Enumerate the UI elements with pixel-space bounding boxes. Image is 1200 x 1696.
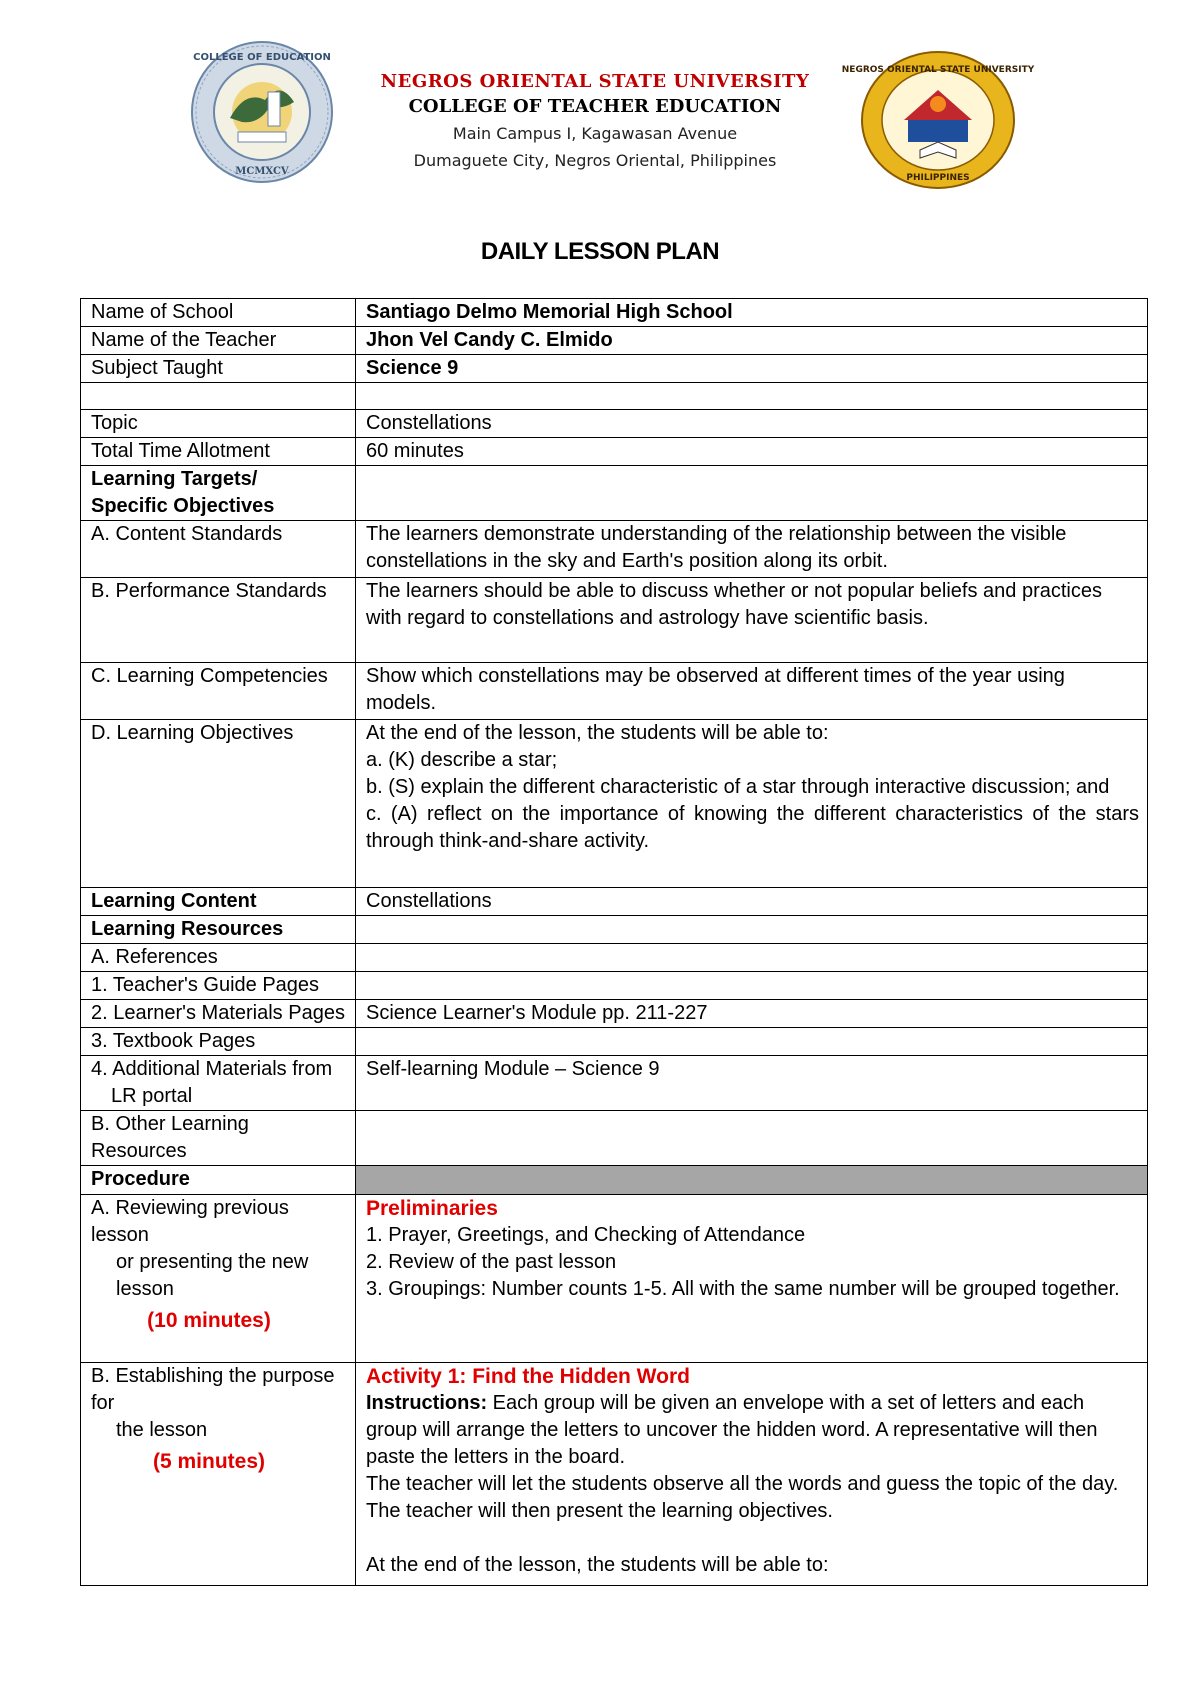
teacher-label: Name of the Teacher — [81, 327, 356, 355]
topic-label: Topic — [81, 410, 356, 438]
college-name: COLLEGE OF TEACHER EDUCATION — [408, 96, 782, 117]
table-row — [81, 1028, 1148, 1056]
textbook-pages-label: 3. Textbook Pages — [81, 1028, 356, 1056]
table-row — [81, 1056, 1148, 1111]
table-row — [81, 578, 1148, 663]
teacher-value: Jhon Vel Candy C. Elmido — [356, 327, 1148, 355]
seal-lettering-top-right: NEGROS ORIENTAL STATE UNIVERSITY — [841, 65, 1035, 75]
table-row — [81, 521, 1148, 578]
school-value: Santiago Delmo Memorial High School — [356, 299, 1148, 327]
learning-resources-heading: Learning Resources — [81, 916, 356, 944]
table-row — [81, 916, 1148, 944]
learning-objectives-value: At the end of the lesson, the students will be able to: a. (K) describe a star; b. (S) explain the different characteristic of a star through interactive discussion; and c. (A) reflect on the importance of knowing the different characteristics of the stars through think-and-share activity. — [356, 720, 1148, 888]
performance-standards-value: The learners should be able to discuss whether or not popular beliefs and practices with regard to constellations and astrology have scientific basis. — [356, 578, 1148, 663]
references-label: A. References — [81, 944, 356, 972]
table-row — [81, 1363, 1148, 1586]
seal-lettering-top: COLLEGE OF EDUCATION — [193, 52, 331, 63]
additional-materials-label: 4. Additional Materials from LR portal — [81, 1056, 356, 1111]
lesson-plan-table — [80, 298, 1148, 1586]
procedure-b-content: Activity 1: Find the Hidden Word Instructions: Each group will be given an envelope with a set of letters and each group will arrange the letters to uncover the hidden word. A representative will then paste the letters in the board. The teacher will let the students observe all the words and guess the topic of the day. The teacher will then present the learning objectives. At the end of the lesson, the students will be able to: — [356, 1363, 1148, 1586]
subject-value: Science 9 — [356, 355, 1148, 383]
preliminaries-title: Preliminaries — [366, 1197, 498, 1220]
learning-content-label: Learning Content — [81, 888, 356, 916]
university-name: NEGROS ORIENTAL STATE UNIVERSITY — [380, 71, 810, 92]
school-label: Name of School — [81, 299, 356, 327]
table-row — [81, 438, 1148, 466]
table-row — [81, 972, 1148, 1000]
procedure-a-label: A. Reviewing previous lesson or presenting the new lesson (10 minutes) — [81, 1195, 356, 1363]
teachers-guide-label: 1. Teacher's Guide Pages — [81, 972, 356, 1000]
table-row — [81, 299, 1148, 327]
learning-content-value: Constellations — [356, 888, 1148, 916]
address-line-2: Dumaguete City, Negros Oriental, Philippines — [413, 151, 777, 170]
table-row — [81, 410, 1148, 438]
additional-materials-value: Self-learning Module – Science 9 — [356, 1056, 1148, 1111]
table-row — [81, 1195, 1148, 1363]
procedure-a-time: (10 minutes) — [147, 1309, 271, 1332]
activity-1-instructions: Instructions: Each group will be given an envelope with a set of letters and each group will arrange the letters to uncover the hidden word. A representative will then paste the letters in the board. — [366, 1392, 1098, 1468]
procedure-a-content: Preliminaries 1. Prayer, Greetings, and Checking of Attendance 2. Review of the past lesson 3. Groupings: Number counts 1-5. All with the same number will be grouped together. — [356, 1195, 1148, 1363]
table-row — [81, 1166, 1148, 1195]
topic-value: Constellations — [356, 410, 1148, 438]
document-header — [0, 0, 1200, 200]
seal-lettering-bottom-right: PHILIPPINES — [906, 173, 970, 183]
table-row — [81, 1000, 1148, 1028]
table-row — [81, 327, 1148, 355]
time-allotment-value: 60 minutes — [356, 438, 1148, 466]
procedure-b-label: B. Establishing the purpose for the lesson (5 minutes) — [81, 1363, 356, 1586]
procedure-heading: Procedure — [81, 1166, 356, 1195]
learning-competencies-label: C. Learning Competencies — [81, 663, 356, 720]
table-row — [81, 466, 1148, 521]
subject-label: Subject Taught — [81, 355, 356, 383]
learning-competencies-value: Show which constellations may be observed at different times of the year using models. — [356, 663, 1148, 720]
seal-lettering-bottom: MCMXCV — [235, 166, 289, 177]
university-seal — [841, 50, 1035, 190]
learning-targets-heading: Learning Targets/ Specific Objectives — [81, 466, 356, 521]
table-row — [81, 720, 1148, 888]
table-row — [81, 1111, 1148, 1166]
content-standards-label: A. Content Standards — [81, 521, 356, 578]
table-row — [81, 888, 1148, 916]
procedure-b-time: (5 minutes) — [152, 1450, 265, 1473]
activity-1-title: Activity 1: Find the Hidden Word — [366, 1365, 690, 1388]
header-text-block — [340, 70, 850, 174]
table-row-blank — [81, 383, 1148, 410]
performance-standards-label: B. Performance Standards — [81, 578, 356, 663]
table-row — [81, 355, 1148, 383]
time-allotment-label: Total Time Allotment — [81, 438, 356, 466]
college-of-education-seal — [190, 40, 335, 185]
document-title: DAILY LESSON PLAN — [480, 238, 720, 265]
learners-materials-label: 2. Learner's Materials Pages — [81, 1000, 356, 1028]
address-line-1: Main Campus I, Kagawasan Avenue — [452, 124, 738, 143]
other-resources-label: B. Other Learning Resources — [81, 1111, 356, 1166]
learners-materials-value: Science Learner's Module pp. 211-227 — [356, 1000, 1148, 1028]
learning-objectives-label: D. Learning Objectives — [81, 720, 356, 888]
content-standards-value: The learners demonstrate understanding of the relationship between the visible constellations in the sky and Earth's position along its orbit. — [356, 521, 1148, 578]
table-row — [81, 944, 1148, 972]
table-row — [81, 663, 1148, 720]
